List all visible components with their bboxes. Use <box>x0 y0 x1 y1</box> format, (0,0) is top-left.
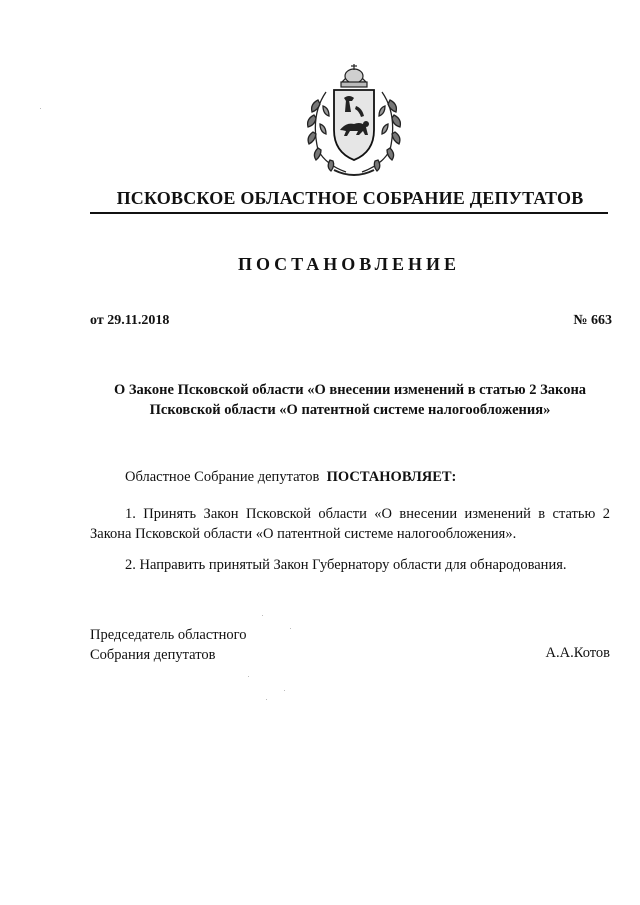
scan-speck <box>266 699 267 700</box>
coat-of-arms-icon <box>296 60 412 180</box>
scan-speck <box>40 108 41 109</box>
resolves-word: ПОСТАНОВЛЯЕТ: <box>326 469 457 485</box>
document-subject <box>90 380 610 420</box>
subject-line-1: О Законе Псковской области «О внесении изменений в статью 2 Закона <box>113 382 587 398</box>
document-date: от 29.11.2018 <box>90 313 170 328</box>
scan-speck <box>248 676 249 677</box>
header-rule <box>90 212 608 214</box>
resolves-clause <box>125 469 456 486</box>
scan-speck <box>290 628 291 629</box>
scan-speck <box>284 690 285 691</box>
subject-line-2: Псковской области «О патентной системе налогообложения» <box>149 402 551 418</box>
document-type: ПОСТАНОВЛЕНИЕ <box>237 254 461 274</box>
signatory-name: А.А.Котов <box>545 645 610 661</box>
position-line-2: Собрания депутатов <box>90 647 216 663</box>
document-number: № 663 <box>573 313 612 328</box>
resolves-prefix: Областное Собрание депутатов <box>125 469 320 485</box>
organization-title: ПСКОВСКОЕ ОБЛАСТНОЕ СОБРАНИЕ ДЕПУТАТОВ <box>116 188 584 208</box>
resolution-item-1: 1. Принять Закон Псковской области «О внесении изменений в статью 2 Закона Псковской области «О патентной системе налогообложения». <box>90 506 610 542</box>
scan-speck <box>262 615 263 616</box>
signatory-position <box>90 625 246 665</box>
resolution-item-2: 2. Направить принятый Закон Губернатору области для обнародования. <box>125 557 567 573</box>
position-line-1: Председатель областного <box>90 627 247 643</box>
